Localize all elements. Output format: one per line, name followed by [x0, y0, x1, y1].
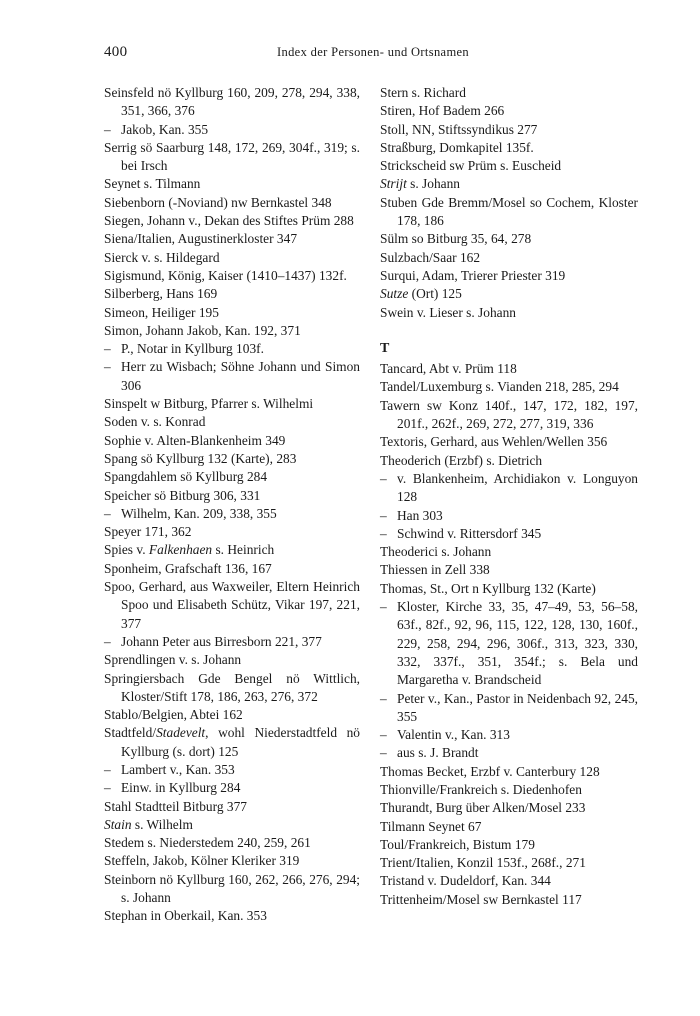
index-entry: Strickscheid sw Prüm s. Euscheid: [380, 158, 562, 174]
index-entry: Springiersbach Gde Bengel nö Wittlich, Kloster/Stift 178, 186, 263, 276, 372: [104, 670, 360, 704]
subentry-dash: –: [104, 121, 111, 137]
subentry-text: Peter v., Kan., Pastor in Neidenbach 92, 245, 355: [397, 690, 638, 724]
index-entry: Trittenheim/Mosel sw Bernkastel 117: [380, 891, 582, 907]
index-entry: Stoll, NN, Stiftssyndikus 277: [380, 121, 538, 137]
index-subentry: [104, 505, 360, 523]
entry-text: , wohl Niederstadtfeld nö Kyllburg (s. dort) 125: [121, 725, 360, 759]
index-subentry: [104, 358, 360, 395]
index-entry: Simon, Johann Jakob, Kan. 192, 371: [104, 322, 301, 338]
subentry-text: Han 303: [397, 507, 443, 523]
index-entry: Thomas Becket, Erzbf v. Canterbury 128: [380, 763, 600, 779]
index-entry: Textoris, Gerhard, aus Wehlen/Wellen 356: [380, 434, 608, 450]
subentry-dash: –: [380, 727, 387, 743]
index-entry: Soden v. s. Konrad: [104, 414, 206, 430]
entry-italic-text: Stadevelt: [156, 725, 206, 741]
index-entry: Spoo, Gerhard, aus Waxweiler, Eltern Heinrich Spoo und Elisabeth Schütz, Vikar 197, 221, 377: [104, 579, 360, 631]
index-entry: Stahl Stadtteil Bitburg 377: [104, 798, 247, 814]
index-entry: Spangdahlem sö Kyllburg 284: [104, 469, 268, 485]
subentry-text: Kloster, Kirche 33, 35, 47–49, 53, 56–58, 63f., 82f., 92, 96, 115, 122, 128, 130, 160f., 229, 258, 294, 296, 306f., 313, 323, 330, 332, 337f., 351, 354f.; s. Bela und Margaretha v. Brandscheid: [397, 599, 638, 688]
index-entry: Toul/Frankreich, Bistum 179: [380, 836, 535, 852]
running-head: Index der Personen- und Ortsnamen: [276, 45, 470, 59]
index-subentry: [104, 779, 360, 797]
index-entry: Sinspelt w Bitburg, Pfarrer s. Wilhelmi: [104, 396, 314, 412]
subentry-text: aus s. J. Brandt: [397, 745, 479, 761]
entry-italic-text: Stain: [104, 816, 132, 832]
index-entry: Swein v. Lieser s. Johann: [380, 304, 516, 320]
index-entry: Stephan in Oberkail, Kan. 353: [104, 908, 267, 924]
index-entry: Thionville/Frankreich s. Diedenhofen: [380, 781, 582, 797]
index-entry: Steinborn nö Kyllburg 160, 262, 266, 276, 294; s. Johann: [104, 871, 360, 906]
subentry-text: P., Notar in Kyllburg 103f.: [121, 341, 264, 357]
index-entry: [104, 724, 360, 761]
subentry-text: v. Blankenheim, Archidiakon v. Longuyon 128: [397, 470, 638, 505]
entry-italic-text: Sutze: [380, 286, 409, 302]
index-entry: [104, 541, 360, 559]
subentry-dash: –: [380, 690, 387, 706]
subentry-text: Wilhelm, Kan. 209, 338, 355: [121, 505, 277, 521]
index-subentry: [104, 121, 360, 139]
index-entry: [104, 816, 360, 834]
index-entry: Theoderici s. Johann: [380, 544, 492, 560]
index-entry: Seynet s. Tilmann: [104, 176, 201, 192]
index-entry: Sprendlingen v. s. Johann: [104, 652, 242, 668]
index-entry: Tancard, Abt v. Prüm 118: [380, 361, 517, 377]
index-entry: [380, 285, 638, 303]
subentry-text: Johann Peter aus Birresborn 221, 377: [121, 633, 322, 649]
entry-text: s. Heinrich: [212, 542, 275, 558]
index-column-right: [380, 84, 638, 909]
index-entry: Stern s. Richard: [380, 85, 466, 100]
index-entry: Sophie v. Alten-Blankenheim 349: [104, 432, 286, 448]
index-subentry: [104, 340, 360, 358]
index-entry: Siebenborn (-Noviand) nw Bernkastel 348: [104, 194, 332, 210]
subentry-text: Einw. in Kyllburg 284: [121, 780, 241, 796]
index-letter-heading: T: [380, 340, 390, 356]
index-entry: Straßburg, Domkapitel 135f.: [380, 139, 534, 155]
subentry-text: Valentin v., Kan. 313: [397, 727, 510, 743]
index-entry: Theoderich (Erzbf) s. Dietrich: [380, 452, 543, 468]
index-subentry: [380, 726, 638, 744]
index-entry: Surqui, Adam, Trierer Priester 319: [380, 267, 566, 283]
index-entry: Steffeln, Jakob, Kölner Kleriker 319: [104, 853, 300, 869]
index-entry: Sigismund, König, Kaiser (1410–1437) 132f.: [104, 267, 347, 283]
index-entry: Stablo/Belgien, Abtei 162: [104, 707, 243, 723]
index-entry: Tandel/Luxemburg s. Vianden 218, 285, 294: [380, 379, 619, 395]
index-entry: Trient/Italien, Konzil 153f., 268f., 271: [380, 855, 586, 871]
index-subentry: [380, 470, 638, 507]
index-entry: Siena/Italien, Augustinerkloster 347: [104, 231, 298, 247]
subentry-dash: –: [104, 761, 111, 777]
subentry-dash: –: [380, 599, 387, 615]
index-entry: Stiren, Hof Badem 266: [380, 103, 505, 119]
index-entry: Speyer 171, 362: [104, 524, 192, 540]
index-subentry: [380, 525, 638, 543]
subentry-dash: –: [104, 780, 111, 796]
entry-text: Spies v.: [104, 542, 149, 558]
index-subentry: [104, 761, 360, 779]
index-entry: Thurandt, Burg über Alken/Mosel 233: [380, 800, 586, 816]
index-entry: Sponheim, Grafschaft 136, 167: [104, 560, 272, 576]
index-entry: Siegen, Johann v., Dekan des Stiftes Prüm 288: [104, 213, 354, 229]
index-column-left: [104, 84, 360, 926]
entry-italic-text: Strijt: [380, 176, 407, 192]
index-entry: Simeon, Heiliger 195: [104, 304, 219, 320]
index-subentry: [380, 690, 638, 727]
index-entry: Serrig sö Saarburg 148, 172, 269, 304f., 319; s. bei Irsch: [104, 139, 360, 174]
index-subentry: [380, 744, 638, 762]
subentry-text: Schwind v. Rittersdorf 345: [397, 525, 542, 541]
subentry-dash: –: [104, 341, 111, 357]
index-entry: Stedem s. Niederstedem 240, 259, 261: [104, 835, 311, 851]
page-header: [104, 44, 642, 64]
subentry-dash: –: [104, 505, 111, 521]
index-entry: [380, 175, 638, 193]
entry-text: s. Wilhelm: [131, 816, 193, 832]
index-entry: Silberberg, Hans 169: [104, 286, 218, 302]
page-number: 400: [104, 44, 128, 60]
subentry-dash: –: [104, 633, 111, 649]
subentry-dash: –: [380, 525, 387, 541]
subentry-text: Lambert v., Kan. 353: [121, 761, 235, 777]
index-subentry: [380, 598, 638, 689]
subentry-text: Herr zu Wisbach; Söhne Johann und Simon 306: [121, 359, 360, 393]
subentry-text: Jakob, Kan. 355: [121, 121, 209, 137]
subentry-dash: –: [380, 745, 387, 761]
index-subentry: [104, 633, 360, 651]
index-entry: Speicher sö Bitburg 306, 331: [104, 487, 261, 503]
index-entry: Tilmann Seynet 67: [380, 818, 482, 834]
index-entry: Thomas, St., Ort n Kyllburg 132 (Karte): [380, 580, 596, 596]
index-entry: Seinsfeld nö Kyllburg 160, 209, 278, 294, 338, 351, 366, 376: [104, 85, 360, 119]
subentry-dash: –: [104, 359, 111, 375]
index-entry: Sülm so Bitburg 35, 64, 278: [380, 231, 532, 247]
index-entry: Stuben Gde Bremm/Mosel so Cochem, Kloster 178, 186: [380, 194, 638, 229]
entry-text: Stadtfeld/: [104, 725, 157, 741]
entry-italic-text: Falkenhaen: [148, 542, 213, 558]
index-entry: Tawern sw Konz 140f., 147, 172, 182, 197, 201f., 262f., 269, 272, 277, 319, 336: [380, 397, 638, 432]
index-entry: Spang sö Kyllburg 132 (Karte), 283: [104, 450, 297, 466]
entry-text: s. Johann: [406, 176, 460, 192]
subentry-dash: –: [380, 507, 387, 523]
subentry-dash: –: [380, 470, 387, 486]
entry-text: (Ort) 125: [408, 286, 462, 302]
index-entry: Sierck v. s. Hildegard: [104, 249, 220, 265]
index-subentry: [380, 507, 638, 525]
index-entry: Tristand v. Dudeldorf, Kan. 344: [380, 873, 551, 889]
index-entry: Sulzbach/Saar 162: [380, 249, 481, 265]
index-entry: Thiessen in Zell 338: [380, 562, 490, 578]
